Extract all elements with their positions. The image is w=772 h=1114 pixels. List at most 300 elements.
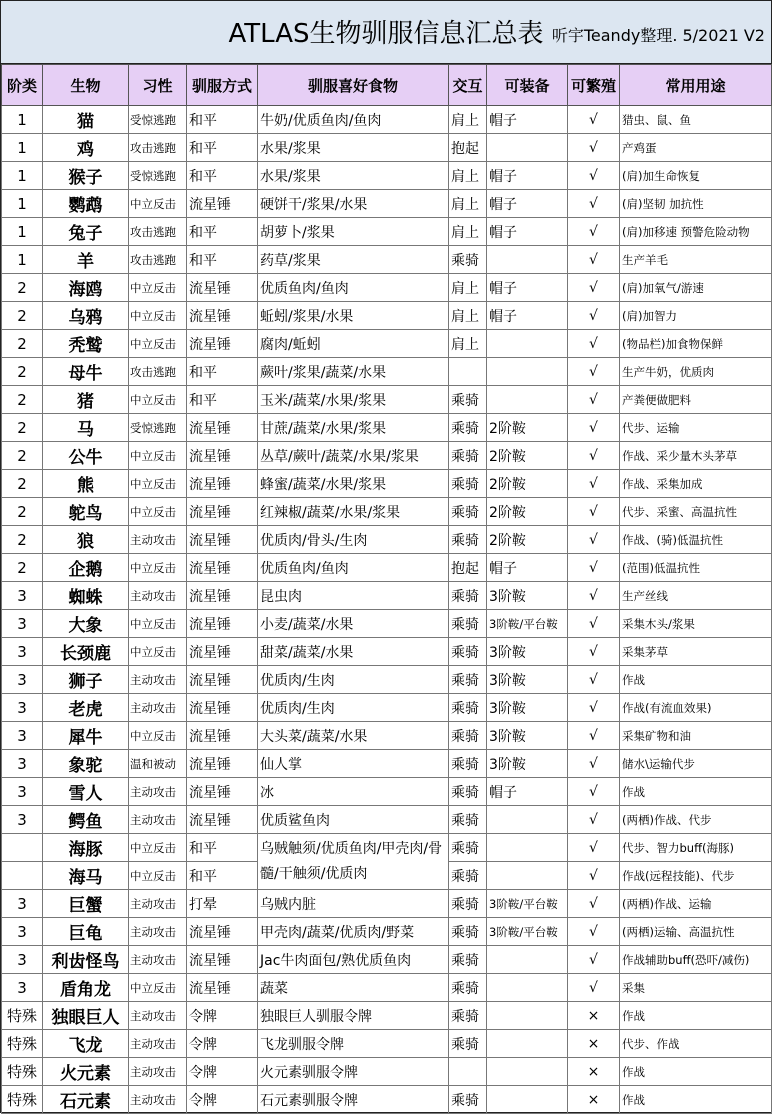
col-header-tier[interactable]: 阶类 (2, 65, 43, 106)
col-header-use[interactable]: 常用用途 (620, 65, 772, 106)
cell-habit[interactable]: 中立反击 (129, 470, 187, 498)
cell-use[interactable]: 代步、采蜜、高温抗性 (620, 498, 772, 526)
cell-use[interactable]: (肩)加氧气/游速 (620, 274, 772, 302)
cell-food[interactable]: 甲壳肉/蔬菜/优质肉/野菜 (258, 918, 449, 946)
cell-creature[interactable]: 海豚 (43, 834, 129, 862)
cell-habit[interactable]: 攻击逃跑 (129, 246, 187, 274)
cell-breed[interactable]: √ (568, 498, 620, 526)
cell-interact[interactable]: 乘骑 (449, 246, 487, 274)
cell-creature[interactable]: 狮子 (43, 666, 129, 694)
cell-breed[interactable]: √ (568, 806, 620, 834)
cell-habit[interactable]: 中立反击 (129, 610, 187, 638)
cell-breed[interactable]: √ (568, 974, 620, 1002)
cell-habit[interactable]: 主动攻击 (129, 526, 187, 554)
cell-use[interactable]: (肩)加生命恢复 (620, 162, 772, 190)
cell-use[interactable]: 生产丝线 (620, 582, 772, 610)
cell-creature[interactable]: 鸵鸟 (43, 498, 129, 526)
cell-tame-method[interactable]: 流星锤 (187, 694, 258, 722)
cell-tier[interactable]: 2 (2, 358, 43, 386)
cell-interact[interactable]: 乘骑 (449, 498, 487, 526)
cell-use[interactable]: 作战 (620, 1086, 772, 1114)
cell-interact[interactable]: 肩上 (449, 106, 487, 134)
table-row[interactable] (2, 582, 772, 610)
cell-equip[interactable] (487, 806, 568, 834)
cell-food[interactable]: 药草/浆果 (258, 246, 449, 274)
cell-use[interactable]: 作战 (620, 778, 772, 806)
cell-equip[interactable]: 3阶鞍 (487, 666, 568, 694)
table-row[interactable] (2, 498, 772, 526)
cell-tame-method[interactable]: 流星锤 (187, 806, 258, 834)
cell-tier[interactable]: 3 (2, 722, 43, 750)
table-row[interactable] (2, 330, 772, 358)
cell-creature[interactable]: 鹦鹉 (43, 190, 129, 218)
cell-habit[interactable]: 攻击逃跑 (129, 218, 187, 246)
cell-tier[interactable]: 2 (2, 414, 43, 442)
cell-tame-method[interactable]: 流星锤 (187, 610, 258, 638)
cell-use[interactable]: 代步、智力buff(海豚) (620, 834, 772, 862)
table-row[interactable] (2, 302, 772, 330)
cell-equip[interactable]: 3阶鞍/平台鞍 (487, 918, 568, 946)
cell-tame-method[interactable]: 令牌 (187, 1030, 258, 1058)
cell-tier[interactable]: 3 (2, 694, 43, 722)
cell-food[interactable]: 胡萝卜/浆果 (258, 218, 449, 246)
cell-equip[interactable]: 2阶鞍 (487, 414, 568, 442)
cell-equip[interactable]: 帽子 (487, 302, 568, 330)
cell-breed[interactable]: √ (568, 638, 620, 666)
cell-equip[interactable]: 帽子 (487, 554, 568, 582)
cell-equip[interactable] (487, 1086, 568, 1114)
cell-equip[interactable] (487, 386, 568, 414)
table-row[interactable] (2, 134, 772, 162)
cell-equip[interactable]: 3阶鞍 (487, 582, 568, 610)
table-row[interactable] (2, 1002, 772, 1030)
cell-food[interactable]: 甘蔗/蔬菜/水果/浆果 (258, 414, 449, 442)
cell-tame-method[interactable]: 流星锤 (187, 778, 258, 806)
cell-breed[interactable]: √ (568, 694, 620, 722)
cell-use[interactable]: 代步、作战 (620, 1030, 772, 1058)
cell-creature[interactable]: 盾角龙 (43, 974, 129, 1002)
cell-equip[interactable]: 帽子 (487, 218, 568, 246)
cell-habit[interactable]: 主动攻击 (129, 1030, 187, 1058)
cell-creature[interactable]: 火元素 (43, 1058, 129, 1086)
cell-food[interactable]: 水果/浆果 (258, 162, 449, 190)
cell-equip[interactable] (487, 134, 568, 162)
cell-breed[interactable]: √ (568, 358, 620, 386)
cell-food[interactable]: 仙人掌 (258, 750, 449, 778)
cell-use[interactable]: 作战、采少量木头茅草 (620, 442, 772, 470)
cell-interact[interactable]: 乘骑 (449, 722, 487, 750)
cell-creature[interactable]: 鳄鱼 (43, 806, 129, 834)
cell-interact[interactable]: 乘骑 (449, 666, 487, 694)
cell-interact[interactable]: 乘骑 (449, 918, 487, 946)
cell-tame-method[interactable]: 流星锤 (187, 582, 258, 610)
cell-equip[interactable]: 3阶鞍 (487, 694, 568, 722)
cell-interact[interactable]: 乘骑 (449, 778, 487, 806)
cell-tame-method[interactable]: 流星锤 (187, 526, 258, 554)
cell-tier[interactable]: 3 (2, 750, 43, 778)
cell-breed[interactable]: √ (568, 946, 620, 974)
cell-habit[interactable]: 主动攻击 (129, 1058, 187, 1086)
cell-interact[interactable]: 乘骑 (449, 694, 487, 722)
cell-food[interactable]: 昆虫肉 (258, 582, 449, 610)
cell-use[interactable]: (物品栏)加食物保鲜 (620, 330, 772, 358)
cell-creature[interactable]: 海鸥 (43, 274, 129, 302)
cell-equip[interactable] (487, 1002, 568, 1030)
cell-food[interactable]: 水果/浆果 (258, 134, 449, 162)
cell-equip[interactable] (487, 946, 568, 974)
cell-breed[interactable]: √ (568, 190, 620, 218)
cell-equip[interactable]: 2阶鞍 (487, 526, 568, 554)
cell-food[interactable]: 优质鲨鱼肉 (258, 806, 449, 834)
cell-habit[interactable]: 主动攻击 (129, 946, 187, 974)
cell-tier[interactable]: 2 (2, 526, 43, 554)
cell-interact[interactable]: 肩上 (449, 218, 487, 246)
cell-equip[interactable]: 3阶鞍 (487, 722, 568, 750)
cell-breed[interactable]: √ (568, 834, 620, 862)
cell-equip[interactable] (487, 358, 568, 386)
table-row[interactable] (2, 218, 772, 246)
cell-interact[interactable] (449, 358, 487, 386)
cell-habit[interactable]: 中立反击 (129, 274, 187, 302)
cell-food[interactable]: 独眼巨人驯服令牌 (258, 1002, 449, 1030)
table-row[interactable] (2, 750, 772, 778)
cell-tame-method[interactable]: 流星锤 (187, 946, 258, 974)
cell-creature[interactable]: 公牛 (43, 442, 129, 470)
table-row[interactable] (2, 946, 772, 974)
col-header-tame-method[interactable]: 驯服方式 (187, 65, 258, 106)
cell-interact[interactable]: 肩上 (449, 190, 487, 218)
table-row[interactable] (2, 246, 772, 274)
cell-equip[interactable]: 帽子 (487, 274, 568, 302)
cell-breed[interactable]: √ (568, 414, 620, 442)
cell-interact[interactable]: 肩上 (449, 162, 487, 190)
cell-habit[interactable]: 主动攻击 (129, 918, 187, 946)
cell-food[interactable]: 玉米/蔬菜/水果/浆果 (258, 386, 449, 414)
cell-use[interactable]: 采集茅草 (620, 638, 772, 666)
cell-interact[interactable]: 肩上 (449, 330, 487, 358)
col-header-creature[interactable]: 生物 (43, 65, 129, 106)
cell-habit[interactable]: 中立反击 (129, 862, 187, 890)
table-row[interactable] (2, 106, 772, 134)
cell-tier[interactable]: 2 (2, 554, 43, 582)
cell-breed[interactable]: √ (568, 750, 620, 778)
cell-tier[interactable]: 3 (2, 890, 43, 918)
cell-tame-method[interactable]: 流星锤 (187, 638, 258, 666)
cell-interact[interactable]: 乘骑 (449, 610, 487, 638)
cell-tier[interactable]: 1 (2, 106, 43, 134)
cell-tame-method[interactable]: 和平 (187, 386, 258, 414)
cell-use[interactable]: 作战、(骑)低温抗性 (620, 526, 772, 554)
cell-food[interactable]: 小麦/蔬菜/水果 (258, 610, 449, 638)
cell-habit[interactable]: 中立反击 (129, 302, 187, 330)
cell-equip[interactable] (487, 1030, 568, 1058)
cell-breed[interactable]: √ (568, 274, 620, 302)
cell-breed[interactable]: √ (568, 610, 620, 638)
cell-interact[interactable]: 乘骑 (449, 582, 487, 610)
table-row[interactable] (2, 470, 772, 498)
cell-use[interactable]: 产粪便做肥料 (620, 386, 772, 414)
table-row[interactable] (2, 610, 772, 638)
table-row[interactable] (2, 778, 772, 806)
cell-tame-method[interactable]: 和平 (187, 218, 258, 246)
cell-breed[interactable]: √ (568, 526, 620, 554)
cell-tier[interactable]: 特殊 (2, 1030, 43, 1058)
cell-creature[interactable]: 羊 (43, 246, 129, 274)
cell-creature[interactable]: 母牛 (43, 358, 129, 386)
cell-food[interactable]: 优质鱼肉/鱼肉 (258, 274, 449, 302)
cell-food[interactable]: 蚯蚓/浆果/水果 (258, 302, 449, 330)
cell-interact[interactable] (449, 1058, 487, 1086)
cell-tier[interactable]: 1 (2, 190, 43, 218)
cell-breed[interactable]: √ (568, 386, 620, 414)
cell-breed[interactable]: × (568, 1002, 620, 1030)
cell-tame-method[interactable]: 流星锤 (187, 554, 258, 582)
cell-food[interactable]: 丛草/蕨叶/蔬菜/水果/浆果 (258, 442, 449, 470)
cell-use[interactable]: 作战(有流血效果) (620, 694, 772, 722)
cell-tame-method[interactable]: 流星锤 (187, 190, 258, 218)
cell-habit[interactable]: 受惊逃跑 (129, 106, 187, 134)
col-header-equip[interactable]: 可装备 (487, 65, 568, 106)
cell-tier[interactable]: 2 (2, 330, 43, 358)
cell-interact[interactable]: 乘骑 (449, 806, 487, 834)
cell-tier[interactable]: 1 (2, 246, 43, 274)
cell-breed[interactable]: √ (568, 778, 620, 806)
col-header-food[interactable]: 驯服喜好食物 (258, 65, 449, 106)
cell-tame-method[interactable]: 流星锤 (187, 274, 258, 302)
cell-habit[interactable]: 受惊逃跑 (129, 414, 187, 442)
cell-tier[interactable]: 3 (2, 946, 43, 974)
cell-tame-method[interactable]: 流星锤 (187, 470, 258, 498)
cell-use[interactable]: 作战 (620, 666, 772, 694)
cell-creature[interactable]: 猪 (43, 386, 129, 414)
cell-tier[interactable]: 2 (2, 470, 43, 498)
cell-equip[interactable]: 3阶鞍 (487, 638, 568, 666)
cell-tame-method[interactable]: 和平 (187, 834, 258, 862)
cell-breed[interactable]: √ (568, 582, 620, 610)
cell-breed[interactable]: √ (568, 246, 620, 274)
cell-tier[interactable]: 3 (2, 610, 43, 638)
cell-breed[interactable]: √ (568, 218, 620, 246)
cell-interact[interactable]: 乘骑 (449, 442, 487, 470)
cell-use[interactable]: 采集木头/浆果 (620, 610, 772, 638)
cell-habit[interactable]: 主动攻击 (129, 666, 187, 694)
cell-use[interactable]: (两栖)作战、代步 (620, 806, 772, 834)
cell-breed[interactable]: × (568, 1086, 620, 1114)
cell-tame-method[interactable]: 流星锤 (187, 302, 258, 330)
cell-interact[interactable]: 乘骑 (449, 386, 487, 414)
cell-creature[interactable]: 乌鸦 (43, 302, 129, 330)
cell-food[interactable]: 蕨叶/浆果/蔬菜/水果 (258, 358, 449, 386)
table-row[interactable] (2, 974, 772, 1002)
cell-food[interactable]: 冰 (258, 778, 449, 806)
cell-use[interactable]: 产鸡蛋 (620, 134, 772, 162)
cell-interact[interactable]: 乘骑 (449, 470, 487, 498)
cell-habit[interactable]: 攻击逃跑 (129, 134, 187, 162)
table-row[interactable] (2, 554, 772, 582)
table-row[interactable] (2, 638, 772, 666)
cell-use[interactable]: (肩)坚韧 加抗性 (620, 190, 772, 218)
cell-use[interactable]: (两栖)作战、运输 (620, 890, 772, 918)
cell-habit[interactable]: 中立反击 (129, 330, 187, 358)
cell-breed[interactable]: × (568, 1058, 620, 1086)
cell-breed[interactable]: √ (568, 918, 620, 946)
cell-interact[interactable]: 肩上 (449, 274, 487, 302)
cell-habit[interactable]: 中立反击 (129, 442, 187, 470)
cell-equip[interactable] (487, 246, 568, 274)
cell-food[interactable]: 蔬菜 (258, 974, 449, 1002)
cell-habit[interactable]: 中立反击 (129, 834, 187, 862)
cell-creature[interactable]: 巨龟 (43, 918, 129, 946)
cell-food[interactable]: 蜂蜜/蔬菜/水果/浆果 (258, 470, 449, 498)
cell-habit[interactable]: 主动攻击 (129, 778, 187, 806)
cell-interact[interactable]: 乘骑 (449, 1086, 487, 1114)
cell-creature[interactable]: 老虎 (43, 694, 129, 722)
cell-equip[interactable]: 2阶鞍 (487, 470, 568, 498)
cell-creature[interactable]: 犀牛 (43, 722, 129, 750)
cell-creature[interactable]: 长颈鹿 (43, 638, 129, 666)
cell-equip[interactable]: 3阶鞍/平台鞍 (487, 610, 568, 638)
cell-creature[interactable]: 独眼巨人 (43, 1002, 129, 1030)
cell-interact[interactable]: 乘骑 (449, 834, 487, 862)
cell-interact[interactable]: 乘骑 (449, 974, 487, 1002)
table-row[interactable] (2, 358, 772, 386)
cell-interact[interactable]: 乘骑 (449, 890, 487, 918)
cell-tier[interactable] (2, 834, 43, 862)
cell-creature[interactable]: 熊 (43, 470, 129, 498)
col-header-interact[interactable]: 交互 (449, 65, 487, 106)
cell-food[interactable]: 飞龙驯服令牌 (258, 1030, 449, 1058)
cell-tier[interactable]: 3 (2, 974, 43, 1002)
cell-habit[interactable]: 攻击逃跑 (129, 358, 187, 386)
cell-creature[interactable]: 雪人 (43, 778, 129, 806)
cell-tier[interactable] (2, 862, 43, 890)
cell-interact[interactable]: 乘骑 (449, 1002, 487, 1030)
cell-tame-method[interactable]: 流星锤 (187, 666, 258, 694)
cell-habit[interactable]: 主动攻击 (129, 890, 187, 918)
table-row[interactable] (2, 1086, 772, 1114)
cell-food[interactable]: 优质肉/生肉 (258, 694, 449, 722)
cell-tier[interactable]: 1 (2, 162, 43, 190)
table-row[interactable] (2, 1030, 772, 1058)
cell-tame-method[interactable]: 流星锤 (187, 722, 258, 750)
cell-creature[interactable]: 马 (43, 414, 129, 442)
cell-tame-method[interactable]: 和平 (187, 862, 258, 890)
cell-equip[interactable] (487, 834, 568, 862)
cell-breed[interactable]: √ (568, 302, 620, 330)
cell-tame-method[interactable]: 和平 (187, 106, 258, 134)
cell-breed[interactable]: √ (568, 134, 620, 162)
table-row[interactable] (2, 666, 772, 694)
cell-tame-method[interactable]: 令牌 (187, 1002, 258, 1030)
cell-food[interactable]: 大头菜/蔬菜/水果 (258, 722, 449, 750)
cell-habit[interactable]: 主动攻击 (129, 694, 187, 722)
cell-interact[interactable]: 乘骑 (449, 946, 487, 974)
cell-food[interactable]: 优质鱼肉/鱼肉 (258, 554, 449, 582)
cell-interact[interactable]: 乘骑 (449, 526, 487, 554)
cell-use[interactable]: 作战辅助buff(恐吓/减伤) (620, 946, 772, 974)
cell-tier[interactable]: 3 (2, 806, 43, 834)
cell-interact[interactable]: 乘骑 (449, 750, 487, 778)
cell-tame-method[interactable]: 打晕 (187, 890, 258, 918)
cell-habit[interactable]: 主动攻击 (129, 582, 187, 610)
cell-use[interactable]: 生产牛奶，优质肉 (620, 358, 772, 386)
cell-food[interactable]: 甜菜/蔬菜/水果 (258, 638, 449, 666)
cell-interact[interactable]: 乘骑 (449, 638, 487, 666)
cell-equip[interactable] (487, 1058, 568, 1086)
table-row[interactable] (2, 890, 772, 918)
cell-tame-method[interactable]: 和平 (187, 134, 258, 162)
cell-use[interactable]: (肩)加智力 (620, 302, 772, 330)
cell-creature[interactable]: 秃鹫 (43, 330, 129, 358)
cell-equip[interactable]: 3阶鞍/平台鞍 (487, 890, 568, 918)
cell-use[interactable]: 采集 (620, 974, 772, 1002)
cell-use[interactable]: 采集矿物和油 (620, 722, 772, 750)
cell-habit[interactable]: 中立反击 (129, 386, 187, 414)
cell-habit[interactable]: 中立反击 (129, 554, 187, 582)
cell-equip[interactable]: 3阶鞍 (487, 750, 568, 778)
cell-equip[interactable] (487, 974, 568, 1002)
cell-creature[interactable]: 石元素 (43, 1086, 129, 1114)
cell-creature[interactable]: 利齿怪鸟 (43, 946, 129, 974)
col-header-habit[interactable]: 习性 (129, 65, 187, 106)
cell-creature[interactable]: 飞龙 (43, 1030, 129, 1058)
cell-tier[interactable]: 2 (2, 442, 43, 470)
cell-breed[interactable]: √ (568, 666, 620, 694)
cell-tier[interactable]: 1 (2, 218, 43, 246)
cell-tame-method[interactable]: 和平 (187, 162, 258, 190)
table-row[interactable] (2, 414, 772, 442)
cell-tier[interactable]: 特殊 (2, 1058, 43, 1086)
table-row[interactable] (2, 386, 772, 414)
cell-equip[interactable]: 帽子 (487, 106, 568, 134)
table-row[interactable] (2, 442, 772, 470)
cell-interact[interactable]: 乘骑 (449, 1030, 487, 1058)
cell-use[interactable]: 生产羊毛 (620, 246, 772, 274)
cell-food[interactable]: 红辣椒/蔬菜/水果/浆果 (258, 498, 449, 526)
cell-habit[interactable]: 中立反击 (129, 638, 187, 666)
cell-breed[interactable]: × (568, 1030, 620, 1058)
cell-food[interactable]: 优质肉/生肉 (258, 666, 449, 694)
cell-tame-method[interactable]: 流星锤 (187, 750, 258, 778)
cell-tier[interactable]: 2 (2, 386, 43, 414)
cell-equip[interactable]: 2阶鞍 (487, 498, 568, 526)
cell-tame-method[interactable]: 令牌 (187, 1058, 258, 1086)
table-row[interactable] (2, 1058, 772, 1086)
table-row[interactable] (2, 722, 772, 750)
cell-tame-method[interactable]: 流星锤 (187, 498, 258, 526)
cell-breed[interactable]: √ (568, 106, 620, 134)
cell-tame-method[interactable]: 流星锤 (187, 414, 258, 442)
cell-equip[interactable]: 帽子 (487, 162, 568, 190)
cell-tame-method[interactable]: 流星锤 (187, 442, 258, 470)
cell-interact[interactable]: 乘骑 (449, 862, 487, 890)
cell-creature[interactable]: 象驼 (43, 750, 129, 778)
cell-habit[interactable]: 主动攻击 (129, 806, 187, 834)
cell-breed[interactable]: √ (568, 722, 620, 750)
cell-creature[interactable]: 鸡 (43, 134, 129, 162)
cell-equip[interactable]: 2阶鞍 (487, 442, 568, 470)
cell-use[interactable]: 作战 (620, 1002, 772, 1030)
cell-food[interactable]: 石元素驯服令牌 (258, 1086, 449, 1114)
cell-creature[interactable]: 蜘蛛 (43, 582, 129, 610)
cell-tier[interactable]: 3 (2, 666, 43, 694)
cell-creature[interactable]: 狼 (43, 526, 129, 554)
cell-tame-method[interactable]: 流星锤 (187, 918, 258, 946)
cell-use[interactable]: (肩)加移速 预警危险动物 (620, 218, 772, 246)
cell-breed[interactable]: √ (568, 442, 620, 470)
cell-use[interactable]: 作战、采集加成 (620, 470, 772, 498)
table-row[interactable] (2, 806, 772, 834)
